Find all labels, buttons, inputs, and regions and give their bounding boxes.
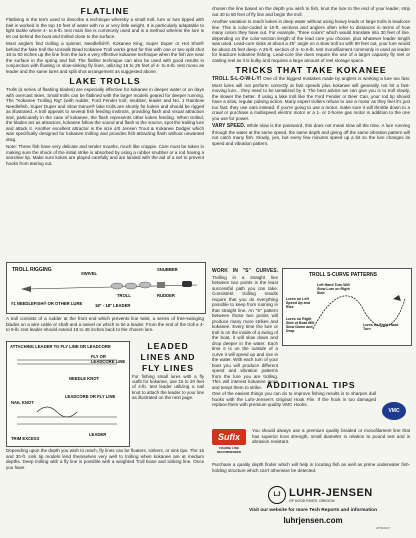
leaded-heading-1: LEADED bbox=[147, 341, 189, 351]
leader-label: LEADER bbox=[89, 432, 107, 437]
knot-drawing bbox=[7, 342, 129, 446]
page bbox=[6, 6, 410, 532]
website-link[interactable]: luhrjensen.com bbox=[283, 516, 343, 525]
s-curve-title: TROLL S-CURVE PATTERNS bbox=[309, 272, 377, 278]
lake-trolls-heading: LAKE TROLLS bbox=[69, 76, 141, 86]
nail-knot-label: NAIL KNOT bbox=[11, 400, 34, 405]
sufix-logo: Sufix bbox=[212, 429, 246, 445]
lake-trolls-paragraph-3: A troll consists of a rudder at the front end which prevents line twist, a series of free-swinging blades on a wire cable or shaft and a swivel on which to tie a leader. From the end of the troll a 4- to 6-lb. test leader should extend 18 to 48 inches back to the chosen lure. bbox=[6, 316, 204, 332]
s-curve-text bbox=[212, 268, 278, 392]
lake-trolls-paragraph-2: Note: These fish have very delicate and tender mouths, much like crappie. Care must be taken in making sure the shock of the initial strike is absorbed by using a rubber snubber or a rod having a sensitive tip. Make sure kokes are played carefully and are landed with the aid of a net to prevent hooks from tearing out. bbox=[6, 144, 204, 166]
tips-paragraph-2: You should always use a premium quality braided or monofilament line that has superior knot strength, small diameter in relation to pound test and is abrasion resistant. bbox=[252, 428, 410, 444]
rudder-label: RUDDER bbox=[157, 293, 175, 298]
leaded-heading-3: FLY LINES bbox=[142, 363, 194, 373]
tricks-text-3: Trolling in a straight line between two points is the least successful path you can take. Consistent trolling results require that you do everything possible to keep from running in that straight line. An "S" pattern between those two points will produce many more strikes and kokanee. Every time the lure or troll is on the inside of a swing of the boat, it will slow down and drop deeper in the water. Each time it is on the outside of a curve it will speed up and rise in the water. With each turn of your boat you will produce different speed and vibration patterns from the lure you are trolling. This will interest kokanee more and tempt them to strike. bbox=[212, 274, 278, 390]
leadcore-label: LEADCORE OR FLY LINE bbox=[65, 394, 116, 399]
lake-trolls-paragraph-1: Trolls (a series of flashing blades) are especially effective for kokanee in deeper water or on days with overcast skies. Small trolls can be flatlined with the larger models geared for deeper running. The "Kokanee Trolling Rig" (with rudder, Ford Fender troll, snubber, leader and No. 1 Rainbow Needlefish, Super Duper and Slow Dance® lake trolls are shortly for kokes and should be rigged as illustrated. A troll appeals to several fish feeding instincts, providing flash and visual attraction and, particularly in the case of kokanee, the flash represents other kokes feeding. When trolled, the blades act as attractors, kokanee follow the sound and flash to the source, spot the trailing lure and attack it. Another excellent attractor is the size 4/0 Jensen Trout & Kokanee Dodger which was specifically designed for kokanee trolling and provides fish-attracting flash without unwanted drag. bbox=[6, 87, 204, 142]
leaded-heading-2: LINES AND bbox=[140, 352, 196, 362]
troll-label: TROLL bbox=[117, 293, 131, 298]
tricks-heading: TRICKS THAT TAKE KOKANEE bbox=[235, 65, 387, 75]
footer-visit: Visit our website for more Tech Reports and information bbox=[248, 508, 378, 513]
tricks-text-2: While slow is the password, this does not mean slow all the time. A lure running through the water at the same speed, the same depth and giving off the same vibration pattern will not catch many fish. Slowly, yes, but every few minutes speed up a bit so the lure changes its speed and vibration pattern. bbox=[212, 123, 410, 146]
tricks-text-1: One of the biggest mistakes made by anglers is working a lure too fast. Most lures will not perform correctly at fast speeds plus kokanee will generally not hit a fast-moving lure... they need to be tantalized by it. The best advice we can give you is to troll slowly, the slower the better. If using a lake troll like the Ford Fender or Beer Can, your rod tip should have a slow, regular pulsing action. Many expert trollers refuse to use a motor as they feel it's just too fast; they use oars instead. If you're going to use a motor, make sure it will throttle down to a crawl or purchase a multispeed electric motor or a 1- or 2-horse gas motor in addition to the one you use for power. bbox=[212, 76, 410, 121]
leaded-paragraph-1: For fishing small lures with a fly outfit for kokanee, use 15 to 20 feet of 4-lb. test leader utilizing a nail knot to attach the leader to your line as illustrated on the next page. bbox=[132, 374, 204, 400]
needle-knot-label: NEEDLE KNOT bbox=[69, 376, 100, 381]
brand-name: LUHR-JENSEN bbox=[289, 487, 373, 499]
tricks-paragraph-2 bbox=[212, 123, 410, 146]
leaded-paragraph-2: Depending upon the depth you wish to reach, fly lines can be floaters, sinkers, or sink tips. The 15 and 30-ft. sink tip models lend themselves very well to trolling when kokanee are at medium depths. Deep trolling with a fly line is possible with a weighted Troll Ease and sinking line. Once you have bbox=[6, 448, 204, 470]
fly-line-label: FLY OR LEADCORE LINE bbox=[91, 354, 126, 364]
leader-attach-figure bbox=[6, 341, 130, 447]
s-curve-label-4: Lures on Right Hand Turn bbox=[363, 323, 399, 331]
s-curve-label-1: Lures on Left Speed Up and Rise bbox=[286, 297, 310, 309]
right-paragraph-2: Another variation to reach kokes in deep water without using heavy leads or large trolls is leadcore line. This is color-coded in 10-ft. sections and anglers often refer to distances in terms of how many colors they have out. For example, "three colors" which would translate into 30 feet of line, depending on the color-section length of the lead core you choose, plus whatever leader length was used. Lead-core sinks at about a 45° angle on a slow troll so with 90 feet out, your lure would be about 45 feet deep. A 25-ft. section of 4- to 6-lb. test monofilament commonly is used as leader for leadcore kokanee fishing. Lead-core line does require the use of a larger capacity fly reel or casting reel as it is bulky and requires a large amount of reel storage space. bbox=[212, 19, 410, 63]
troll-rigging-title: TROLL RIGGING bbox=[12, 267, 52, 273]
swivel-label: SWIVEL bbox=[81, 271, 98, 276]
tips-section bbox=[212, 380, 410, 410]
tips-paragraph-1: One of the easiest things you can do to improve fishing results is to sharpen dull hooks with the Luhr-Jensen's Original Hook File. If the hook is too damaged replace them with premium quality VMC Hooks. bbox=[212, 391, 376, 407]
s-curves-lead: WORK IN "S" CURVES. bbox=[212, 268, 278, 274]
tips-heading: ADDITIONAL TIPS bbox=[266, 380, 356, 390]
flatline-heading: FLATLINE bbox=[80, 6, 130, 16]
vmc-logo: VMC bbox=[382, 402, 406, 420]
sufix-subtitle: FISHING LINE RECOMMENDED bbox=[216, 446, 242, 454]
flatline-paragraph-1: Flatlining is the term used to describe a technique whereby a small troll, lure or lure tipped with bait is worked in the top 10 feet of water with no or very little weight. It is particularly adaptable to light tackle where 4- to 6-lb. test main line is commonly used and is a method wherein the lure is let out behind the boat and trolled close to the surface. bbox=[6, 17, 204, 39]
troll-rig-drawing bbox=[7, 263, 205, 313]
s-curve-drawing bbox=[283, 269, 411, 345]
s-curve-label-3: Lures on Right Side of Boat Will Slow Down and Drop bbox=[286, 317, 315, 333]
document-code: 2876/2017 bbox=[376, 526, 391, 530]
luhr-badge-icon: LJ bbox=[268, 486, 286, 504]
s-curve-label-2: Left Hand Turn Will Slow Lure on Right Side bbox=[317, 283, 350, 295]
leader-length-label: 18" - 18" LEADER bbox=[95, 303, 131, 308]
leaded-lines-section bbox=[132, 341, 204, 402]
tricks-paragraph-1 bbox=[212, 76, 410, 121]
s-curve-figure bbox=[282, 268, 412, 346]
trim-excess-label: TRIM EXCESS bbox=[11, 436, 40, 441]
luhr-jensen-logo bbox=[268, 486, 373, 504]
troll-rigging-figure bbox=[6, 262, 206, 314]
brand-subtitle: OF HOOD RIVER, OREGON bbox=[289, 499, 335, 503]
right-column bbox=[212, 6, 410, 148]
tips-paragraph-3: Purchase a quality depth finder which will help in locating fish as well as prime underwater fish-holding structure which can't otherwise be detected. bbox=[212, 462, 410, 473]
left-column bbox=[6, 6, 204, 168]
lure-label: #1 NEEDLEFISH® OR OTHER LURE bbox=[11, 301, 83, 306]
tricks-paragraph-3 bbox=[212, 268, 278, 390]
troll-slowly-lead: TROLL S-L-O-W-L-Y! bbox=[212, 76, 262, 82]
leader-attach-title: ATTACHING LEADER TO FLY LINE OR LEADCORE bbox=[10, 344, 111, 349]
flatline-paragraph-2: Most anglers find trolling a spinner, Needlefish®, Kokanee King, Super Duper or Hot Shot® behind the fake troll the Unrealk Bead Kokanee Troll works great for this with one or two split shot 18 to 60 inches up the line from the lure a very effective kokanee technique when the fish are near the surface in the spring and fall. The flatline technique can also be used with good results in conjunction with floating or slow-sinking fly lines, utilizing 15 to 25 feet of 4- to 6-lb. test mono as leader and the same lures and split shot arrangement as suggested above. bbox=[6, 41, 204, 74]
right-paragraph-1: chosen the line based on the depth you wish to fish, knot the lure to the end of your leader, strip out 40 to 60 feet of fly line and begin the troll. bbox=[212, 6, 410, 17]
vary-speed-lead: VARY SPEED. bbox=[212, 123, 246, 129]
snubber-label: SNUBBER bbox=[157, 267, 178, 272]
